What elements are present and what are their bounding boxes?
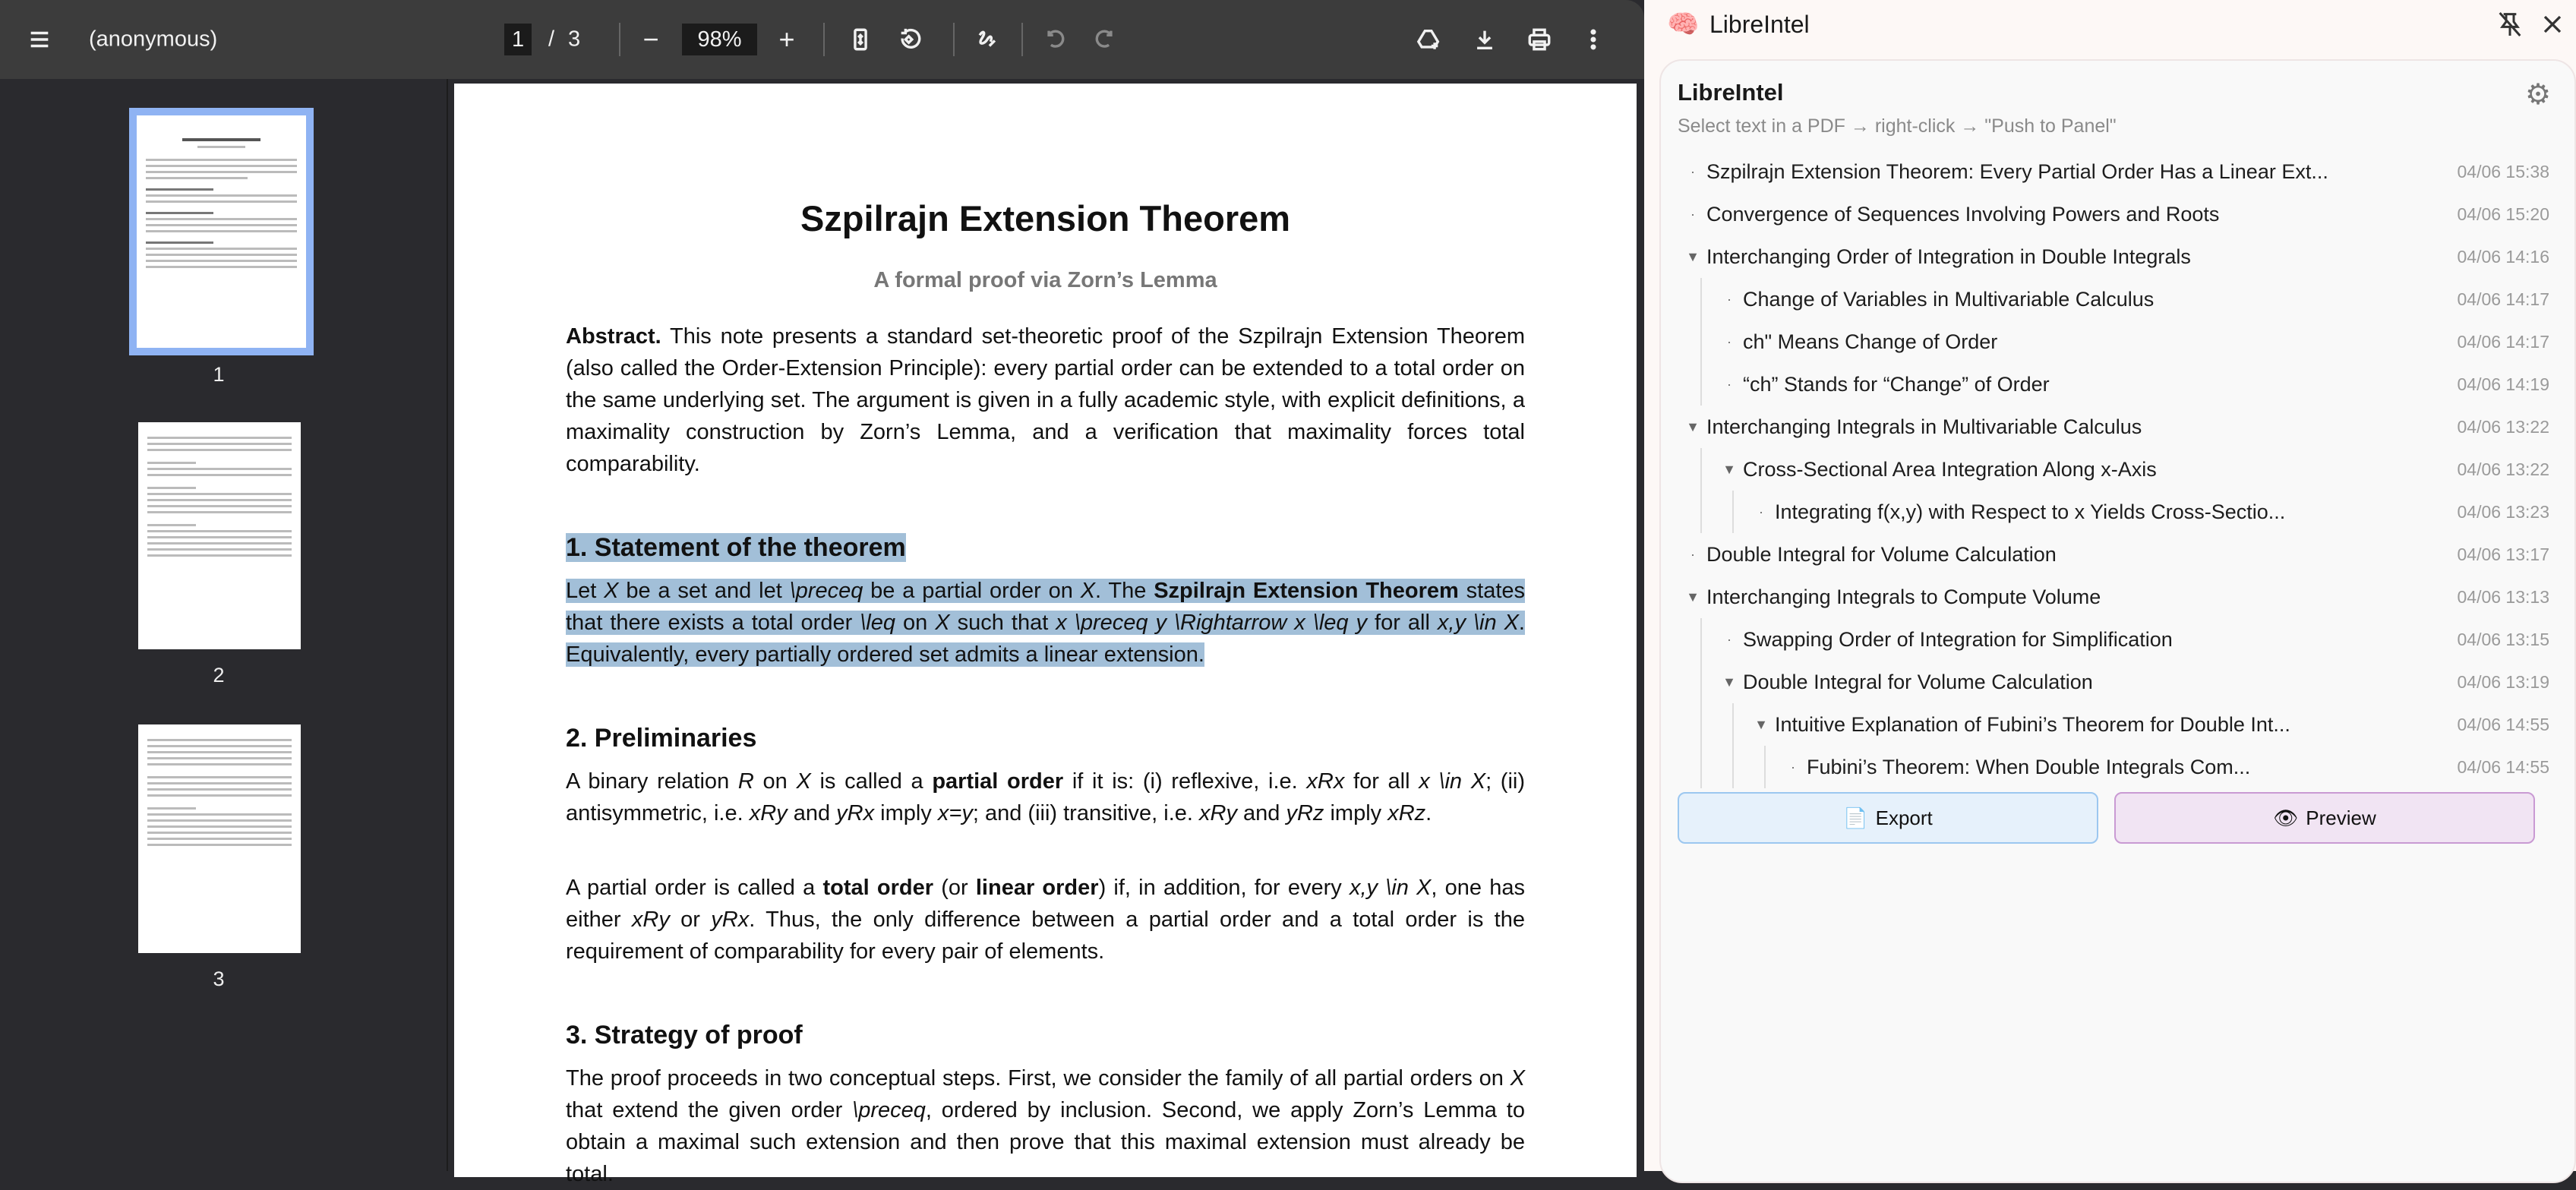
hamburger-icon[interactable] (20, 20, 59, 59)
history-item[interactable] (1702, 278, 2549, 320)
abstract-paragraph (566, 320, 1525, 480)
history-item-timestamp: 04/06 14:17 (2457, 331, 2549, 352)
history-item[interactable] (1661, 533, 2549, 576)
divider (619, 23, 620, 56)
history-item-title: Double Integral for Volume Calculation (1743, 670, 2093, 693)
bullet-icon: · (1759, 503, 1763, 519)
total-order-paragraph: A partial order is called a total order (or linear order) if, in addition, for every x,y \in X, one has either xRy or yRx. Thus, the only difference between a partial order and a total order is the requirement of comparability for every pair of elements. (566, 876, 1525, 964)
document-subtitle: A formal proof via Zorn’s Lemma (873, 268, 1217, 292)
section-heading: 2. Preliminaries (566, 724, 757, 753)
document-title-heading: Szpilrajn Extension Theorem (800, 198, 1291, 238)
rotate-icon[interactable] (890, 20, 930, 59)
history-item-title: Intuitive Explanation of Fubini’s Theorem for Double Int... (1775, 712, 2290, 736)
bullet-icon: · (1690, 546, 1695, 562)
collapse-toggle-icon[interactable]: ▼ (1686, 248, 1700, 264)
history-item-timestamp: 04/06 13:13 (2457, 586, 2549, 607)
history-item-title: Swapping Order of Integration for Simplification (1743, 627, 2173, 651)
section-heading (566, 533, 1525, 563)
bullet-icon: · (1727, 291, 1732, 307)
page-thumbnail-2[interactable] (138, 422, 301, 649)
history-item-title: Cross-Sectional Area Integration Along x-Axis (1743, 457, 2157, 481)
history-item-timestamp: 04/06 15:20 (2457, 204, 2549, 224)
page-number-input[interactable]: 1 (504, 24, 532, 55)
history-item-title: Change of Variables in Multivariable Calculus (1743, 287, 2155, 311)
page-separator: / (548, 27, 555, 52)
history-item-timestamp: 04/06 13:22 (2457, 416, 2549, 437)
preview-label: Preview (2306, 806, 2376, 829)
unpin-icon[interactable] (2495, 9, 2525, 39)
history-item[interactable] (1702, 363, 2549, 406)
preliminaries-paragraph: A binary relation R on X is called a partial order if it is: (i) reflexive, i.e. xRx for all x \in X; (ii) antisymmetric, i.e. xRy and yRx imply x=y; and (iii) transitive, i.e. xRy and yRz imply xRz. (566, 769, 1525, 825)
abstract-label: Abstract. (566, 324, 661, 349)
bullet-icon: · (1690, 163, 1695, 179)
history-item[interactable] (1661, 576, 2549, 618)
collapse-toggle-icon[interactable]: ▼ (1686, 418, 1700, 434)
undo-icon[interactable] (1037, 20, 1076, 59)
pdf-page (454, 84, 1637, 1186)
abstract-text: This note presents a standard set-theoretic proof of the Szpilrajn Extension Theorem (also called the Order-Extension Principle): every partial order can be extended to a total order on the same underlying set. The argument is given in a fully academic style, with explicit definitions, a maximality construction by Zorn’s Lemma, and a verification that maximality forces total comparability. (566, 324, 1525, 476)
card-subtitle: Select text in a PDF → right-click → "Push to Panel" (1678, 115, 2117, 137)
history-item[interactable] (1702, 618, 2549, 661)
history-item[interactable] (1661, 406, 2549, 448)
brain-icon: 🧠 (1667, 10, 1700, 39)
download-icon[interactable] (1465, 20, 1504, 59)
history-item-timestamp: 04/06 13:22 (2457, 459, 2549, 479)
close-icon[interactable] (2537, 9, 2568, 39)
history-item[interactable] (1702, 448, 2549, 491)
history-item-timestamp: 04/06 14:55 (2457, 756, 2549, 777)
history-item[interactable] (1661, 193, 2549, 235)
zoom-in-button[interactable]: + (778, 24, 795, 55)
history-item[interactable] (1734, 703, 2549, 746)
more-options-icon[interactable] (1574, 20, 1613, 59)
save-drive-icon[interactable] (1410, 20, 1449, 59)
history-item[interactable] (1702, 320, 2549, 363)
theorem-paragraph: Let X be a set and let \preceq be a partial order on X. The Szpilrajn Extension Theorem states that there exists a total order \leq on X such that x \preceq y \Rightarrow x \leq y for all x,y \in X. Equivalently, every partially ordered set admits a linear extension. (566, 579, 1526, 667)
history-children (1700, 618, 2549, 788)
history-children (1700, 278, 2549, 406)
page-thumbnail-1[interactable] (137, 115, 306, 348)
history-item-title: Fubini’s Theorem: When Double Integrals Com... (1807, 755, 2251, 778)
history-children (1700, 448, 2549, 533)
thumbnail-label: 1 (213, 363, 225, 386)
history-item-timestamp: 04/06 14:17 (2457, 289, 2549, 309)
history-item-title: Interchanging Integrals in Multivariable Calculus (1706, 415, 2142, 438)
history-item-timestamp: 04/06 14:55 (2457, 714, 2549, 734)
history-item-timestamp: 04/06 13:17 (2457, 544, 2549, 564)
history-item-title: “ch” Stands for “Change” of Order (1743, 372, 2050, 396)
history-item-title: Convergence of Sequences Involving Powers and Roots (1706, 202, 2220, 226)
history-item-timestamp: 04/06 15:38 (2457, 161, 2549, 181)
history-item-timestamp: 04/06 14:19 (2457, 374, 2549, 394)
thumbnail-label: 3 (213, 967, 225, 990)
preview-button[interactable] (2114, 792, 2535, 844)
document-title: (anonymous) (89, 27, 218, 52)
pdf-toolbar (0, 0, 1644, 79)
zoom-level-input[interactable]: 98% (682, 24, 757, 55)
history-item[interactable] (1661, 150, 2549, 193)
zoom-out-button[interactable]: − (642, 24, 659, 55)
history-item[interactable] (1702, 661, 2549, 703)
bullet-icon: · (1727, 376, 1732, 392)
history-children (1732, 491, 2549, 533)
export-label: Export (1875, 806, 1933, 829)
section-heading: 3. Strategy of proof (566, 1021, 803, 1050)
history-item[interactable] (1766, 746, 2549, 788)
section-heading-text: 1. Statement of the theorem (566, 533, 906, 562)
history-item-timestamp: 04/06 14:16 (2457, 246, 2549, 267)
document-icon: 📄 (1843, 806, 1868, 829)
history-item-title: ch" Means Change of Order (1743, 330, 1998, 353)
history-item-timestamp: 04/06 13:23 (2457, 501, 2549, 522)
bullet-icon: · (1791, 759, 1795, 775)
history-item-title: Double Integral for Volume Calculation (1706, 542, 2057, 566)
history-item[interactable] (1661, 235, 2549, 278)
collapse-toggle-icon[interactable]: ▼ (1722, 674, 1736, 690)
libreintel-panel (1644, 0, 2576, 1171)
panel-card (1659, 59, 2576, 1183)
divider (953, 23, 955, 56)
history-item-title: Interchanging Integrals to Compute Volume (1706, 585, 2101, 608)
divider (1021, 23, 1023, 56)
annotate-pen-icon[interactable] (968, 20, 1007, 59)
history-item-timestamp: 04/06 13:19 (2457, 671, 2549, 692)
history-children (1732, 703, 2549, 788)
export-button[interactable] (1678, 792, 2098, 844)
bullet-icon: · (1690, 206, 1695, 222)
history-item[interactable] (1734, 491, 2549, 533)
history-item-title: Integrating f(x,y) with Respect to x Yields Cross-Sectio... (1775, 500, 2286, 523)
history-item-title: Interchanging Order of Integration in Double Integrals (1706, 245, 2191, 268)
history-children (1764, 746, 2549, 788)
print-icon[interactable] (1520, 20, 1559, 59)
eye-icon: 👁 (2273, 806, 2299, 829)
divider (823, 23, 825, 56)
page-total: 3 (568, 27, 581, 52)
gear-icon[interactable]: ⚙ (2525, 79, 2552, 111)
thumbnail-label: 2 (213, 664, 225, 687)
history-tree (1661, 150, 2549, 788)
collapse-toggle-icon[interactable]: ▼ (1686, 589, 1700, 604)
collapse-toggle-icon[interactable]: ▼ (1754, 716, 1768, 732)
redo-icon[interactable] (1084, 20, 1123, 59)
strategy-paragraph: The proof proceeds in two conceptual steps. First, we consider the family of all partial orders on X that extend the given order \preceq, ordered by inclusion. Second, we apply Zorn’s Lemma to obtain a maximal such extension and then prove that this maximal extension must already be total. (566, 1066, 1525, 1186)
page-thumbnail-3[interactable] (138, 724, 301, 953)
bullet-icon: · (1727, 333, 1732, 349)
history-item-title: Szpilrajn Extension Theorem: Every Partial Order Has a Linear Ext... (1706, 159, 2328, 183)
fit-page-icon[interactable] (841, 20, 880, 59)
card-title: LibreIntel (1678, 79, 1784, 106)
collapse-toggle-icon[interactable]: ▼ (1722, 461, 1736, 477)
panel-header-title: LibreIntel (1709, 11, 1810, 38)
thumbnail-sidebar (0, 79, 448, 1171)
bullet-icon: · (1727, 631, 1732, 647)
history-item-timestamp: 04/06 13:15 (2457, 629, 2549, 649)
